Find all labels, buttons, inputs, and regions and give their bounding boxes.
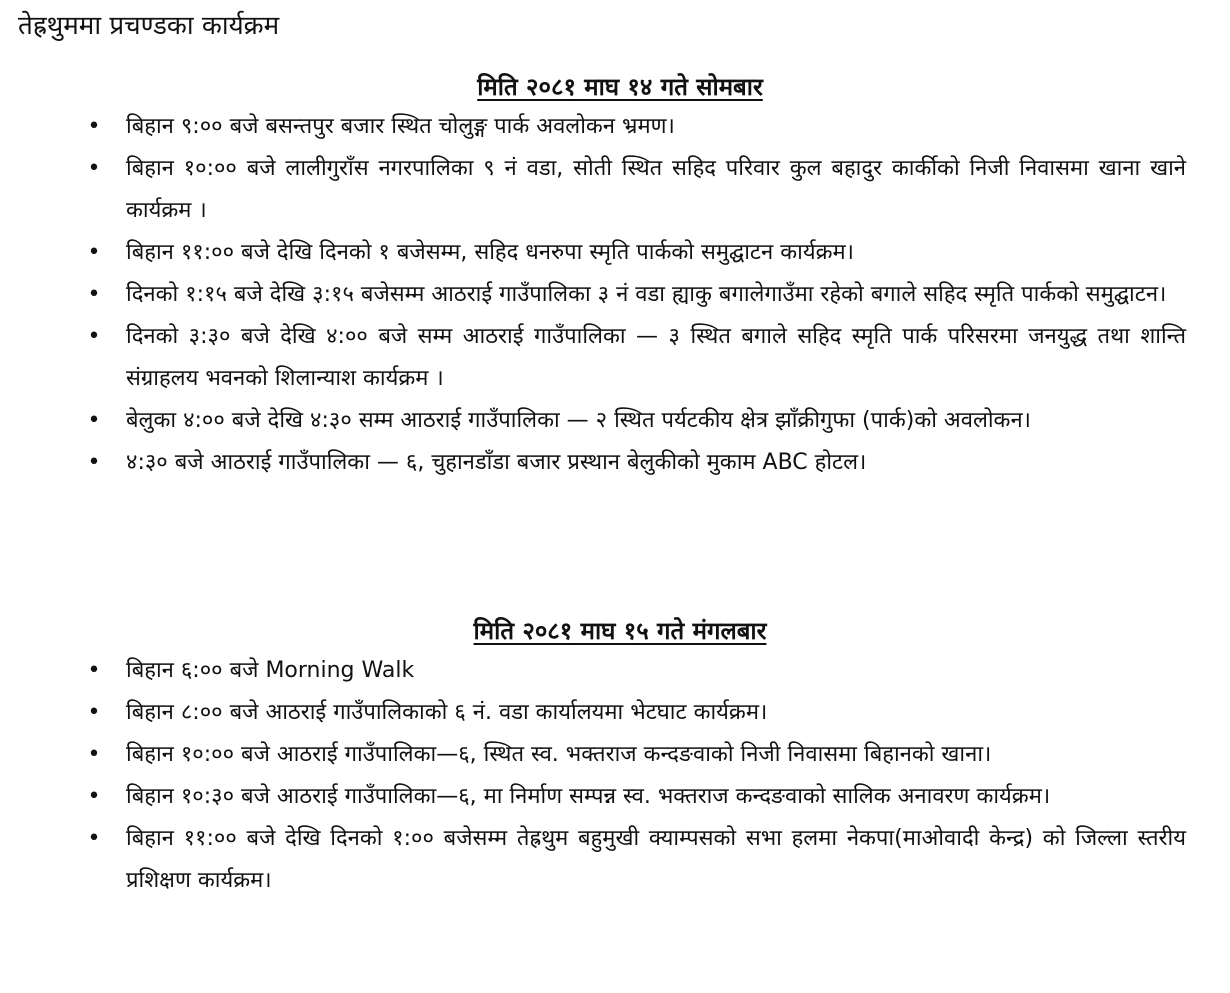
list-item bbox=[87, 776, 1186, 818]
day-section-1 bbox=[0, 68, 1230, 484]
list-item bbox=[87, 106, 1186, 148]
list-item bbox=[87, 400, 1186, 442]
list-item-text: बिहान ९:०० बजे बसन्तपुर बजार स्थित चोलुङ्ग पार्क अवलोकन भ्रमण। bbox=[126, 114, 675, 139]
day-section-2 bbox=[0, 612, 1230, 902]
list-item bbox=[87, 316, 1186, 400]
bullet-icon: • bbox=[87, 700, 101, 725]
list-item-text: बिहान १०:३० बजे आठराई गाउँपालिका—६, मा निर्माण सम्पन्न स्व. भक्तराज कन्दङवाको सालिक अनावरण कार्यक्रम। bbox=[126, 784, 1051, 809]
list-item-text: बिहान १०:०० बजे लालीगुराँस नगरपालिका ९ नं वडा, सोती स्थित सहिद परिवार कुल बहादुर कार्कीको निजी निवासमा खाना खाने कार्यक्रम । bbox=[126, 156, 1186, 223]
bullet-icon: • bbox=[87, 240, 101, 265]
list-item bbox=[87, 818, 1186, 902]
bullet-icon: • bbox=[87, 658, 101, 683]
list-item-text: ४:३० बजे आठराई गाउँपालिका — ६, चुहानडाँडा बजार प्रस्थान बेलुकीको मुकाम ABC होटल। bbox=[126, 450, 867, 475]
bullet-icon: • bbox=[87, 282, 101, 307]
bullet-icon: • bbox=[87, 324, 101, 349]
list-item bbox=[87, 274, 1186, 316]
list-item bbox=[87, 148, 1186, 232]
list-item bbox=[87, 232, 1186, 274]
bullet-icon: • bbox=[87, 114, 101, 139]
bullet-icon: • bbox=[87, 450, 101, 475]
list-item-text: बिहान ११:०० बजे देखि दिनको १:०० बजेसम्म तेह्रथुम बहुमुखी क्याम्पसको सभा हलमा नेकपा(माओवादी केन्द्र) को जिल्ला स्तरीय प्रशिक्षण कार्यक्रम। bbox=[126, 826, 1186, 893]
bullet-icon: • bbox=[87, 784, 101, 809]
schedule-list-2 bbox=[0, 650, 1230, 902]
list-item bbox=[87, 692, 1186, 734]
list-item-text: बेलुका ४:०० बजे देखि ४:३० सम्म आठराई गाउँपालिका — २ स्थित पर्यटकीय क्षेत्र झाँक्रीगुफा (पार्क)को अवलोकन। bbox=[126, 408, 1031, 433]
schedule-list-1 bbox=[0, 106, 1230, 484]
list-item-text: बिहान ८:०० बजे आठराई गाउँपालिकाको ६ नं. वडा कार्यालयमा भेटघाट कार्यक्रम। bbox=[126, 700, 768, 725]
bullet-icon: • bbox=[87, 408, 101, 433]
list-item bbox=[87, 442, 1186, 484]
bullet-icon: • bbox=[87, 742, 101, 767]
list-item bbox=[87, 734, 1186, 776]
list-item-text: बिहान ६:०० बजे Morning Walk bbox=[126, 658, 415, 683]
bullet-icon: • bbox=[87, 156, 101, 181]
day-heading-2: मिति २०८१ माघ १५ गते मंगलबार bbox=[473, 617, 767, 645]
list-item-text: दिनको ३:३० बजे देखि ४:०० बजे सम्म आठराई गाउँपालिका — ३ स्थित बगाले सहिद स्मृति पार्क परिसरमा जनयुद्ध तथा शान्ति संग्राहलय भवनको शिलान्याश कार्यक्रम । bbox=[126, 324, 1186, 391]
list-item-text: बिहान ११:०० बजे देखि दिनको १ बजेसम्म, सहिद धनरुपा स्मृति पार्कको समुद्घाटन कार्यक्रम। bbox=[126, 240, 854, 265]
list-item-text: बिहान १०:०० बजे आठराई गाउँपालिका—६, स्थित स्व. भक्तराज कन्दङवाको निजी निवासमा बिहानको खाना। bbox=[126, 742, 992, 767]
document-title: तेह्रथुममा प्रचण्डका कार्यक्रम bbox=[18, 11, 280, 41]
list-item-text: दिनको १:१५ बजे देखि ३:१५ बजेसम्म आठराई गाउँपालिका ३ नं वडा ह्याकु बगालेगाउँमा रहेको बगाले सहिद स्मृति पार्कको समुद्घाटन। bbox=[126, 282, 1167, 307]
bullet-icon: • bbox=[87, 826, 101, 851]
day-heading-1: मिति २०८१ माघ १४ गते सोमबार bbox=[477, 73, 763, 101]
list-item bbox=[87, 650, 1186, 692]
